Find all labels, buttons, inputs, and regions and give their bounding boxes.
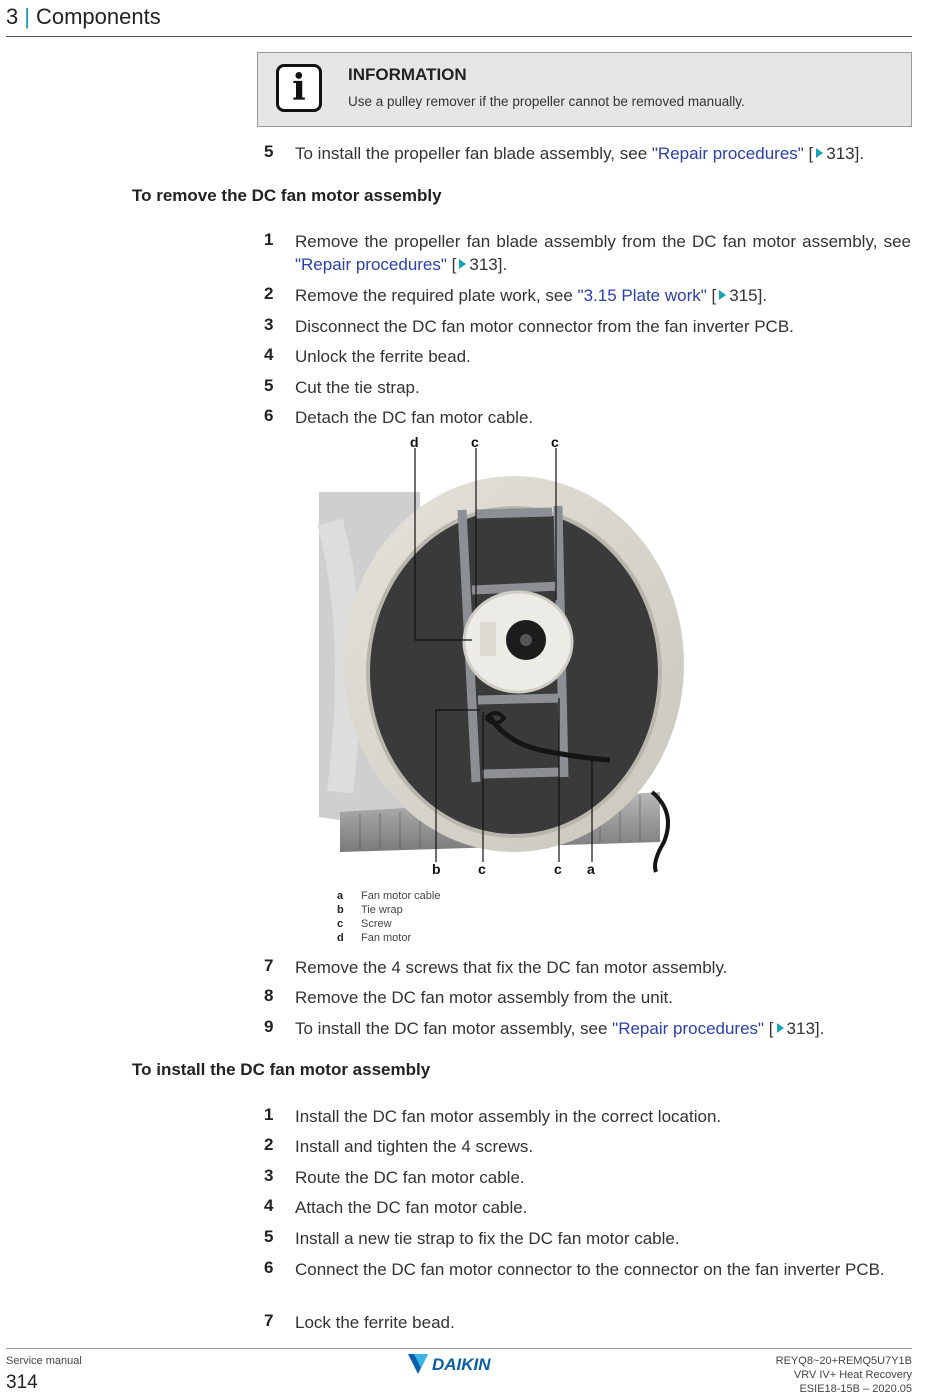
- page-reference-arrow-icon: [777, 1023, 784, 1033]
- information-icon: i: [276, 64, 322, 112]
- plate-work-link[interactable]: "3.15 Plate work": [577, 286, 707, 305]
- step-text: Remove the required plate work, see "3.15 Plate work" [ 315].: [295, 286, 768, 305]
- legend-label: Screw: [361, 918, 392, 930]
- callout-a-bottom: a: [587, 861, 595, 877]
- step-number: 1: [264, 230, 274, 249]
- step-text: Route the DC fan motor cable.: [295, 1168, 525, 1187]
- footer-rule: [6, 1348, 912, 1349]
- callout-c-top-2: c: [551, 434, 559, 450]
- step-number: 5: [264, 1227, 274, 1246]
- step-number: 9: [264, 1017, 274, 1036]
- step-text: Install the DC fan motor assembly in the correct location.: [295, 1107, 722, 1126]
- information-box: [257, 52, 912, 127]
- step-number: 7: [264, 956, 274, 975]
- legend-label: Fan motor cable: [361, 890, 441, 902]
- step-number: 2: [264, 284, 274, 303]
- information-text: Use a pulley remover if the propeller cannot be removed manually.: [348, 94, 745, 109]
- step-text: To install the propeller fan blade assembly, see "Repair procedures" [ 313].: [295, 144, 865, 163]
- callout-c-bottom-2: c: [554, 861, 562, 877]
- step-number: 3: [264, 1166, 274, 1185]
- step-text: Detach the DC fan motor cable.: [295, 408, 534, 427]
- chapter-header: [6, 4, 161, 30]
- step-text: Unlock the ferrite bead.: [295, 347, 471, 366]
- section-heading-install: To install the DC fan motor assembly: [132, 1060, 431, 1079]
- legend-key: a: [337, 890, 344, 902]
- page-reference-arrow-icon: [719, 290, 726, 300]
- legend-key: d: [337, 932, 344, 944]
- step-text: Lock the ferrite bead.: [295, 1313, 455, 1332]
- daikin-logo: [406, 1352, 512, 1376]
- chapter-number: 3: [6, 4, 19, 29]
- footer-model-info: REYQ8~20+REMQ5U7Y1B VRV IV+ Heat Recovery ESIE18-15B – 2020.05: [775, 1355, 912, 1395]
- chapter-title: Components: [35, 4, 161, 29]
- step-number: 7: [264, 1311, 274, 1330]
- step-number: 1: [264, 1105, 274, 1124]
- header-rule: [6, 36, 912, 37]
- step-number: 6: [264, 406, 274, 425]
- callout-c-top-1: c: [471, 434, 479, 450]
- step-number: 2: [264, 1135, 274, 1154]
- step-number: 5: [264, 376, 274, 395]
- legend-label: Fan motor: [361, 932, 412, 944]
- legend-key: b: [337, 904, 344, 916]
- section-heading-remove: To remove the DC fan motor assembly: [132, 186, 442, 205]
- step-number: 8: [264, 986, 274, 1005]
- step-text: Attach the DC fan motor cable.: [295, 1198, 528, 1217]
- repair-procedures-link[interactable]: "Repair procedures": [651, 144, 804, 163]
- step-text: To install the DC fan motor assembly, see "Repair procedures" [ 313].: [295, 1019, 825, 1038]
- repair-procedures-link[interactable]: "Repair procedures": [295, 255, 447, 274]
- step-number: 6: [264, 1258, 274, 1277]
- callout-c-bottom-1: c: [478, 861, 486, 877]
- step-text: Connect the DC fan motor connector to the connector on the fan inverter PCB.: [295, 1260, 885, 1279]
- page-reference-arrow-icon: [459, 259, 466, 269]
- step-text: Install a new tie strap to fix the DC fan motor cable.: [295, 1229, 680, 1248]
- brand-wordmark: DAIKIN: [432, 1355, 491, 1374]
- legend-key: c: [337, 918, 344, 930]
- header-separator: |: [24, 4, 30, 29]
- step-number: 4: [264, 345, 274, 364]
- callout-b-bottom: b: [432, 861, 441, 877]
- step-number: 4: [264, 1196, 274, 1215]
- fan-motor-photo: [300, 432, 730, 880]
- page-number: 314: [6, 1372, 38, 1393]
- footer-document-type: Service manual: [6, 1355, 82, 1367]
- page-reference-arrow-icon: [816, 148, 823, 158]
- step-text: Install and tighten the 4 screws.: [295, 1137, 534, 1156]
- legend-label: Tie wrap: [361, 904, 403, 916]
- step-text: Cut the tie strap.: [295, 378, 420, 397]
- step-number: 5: [264, 142, 274, 161]
- information-title: INFORMATION: [348, 65, 467, 84]
- step-text: Disconnect the DC fan motor connector from the fan inverter PCB.: [295, 317, 794, 336]
- repair-procedures-link[interactable]: "Repair procedures": [612, 1019, 765, 1038]
- step-text: Remove the DC fan motor assembly from the unit.: [295, 988, 673, 1007]
- step-text: Remove the 4 screws that fix the DC fan motor assembly.: [295, 958, 728, 977]
- step-number: 3: [264, 315, 274, 334]
- callout-d-top: d: [410, 434, 419, 450]
- step-text: Remove the propeller fan blade assembly from the DC fan motor assembly, see "Repair procedures" [ 313].: [295, 232, 911, 274]
